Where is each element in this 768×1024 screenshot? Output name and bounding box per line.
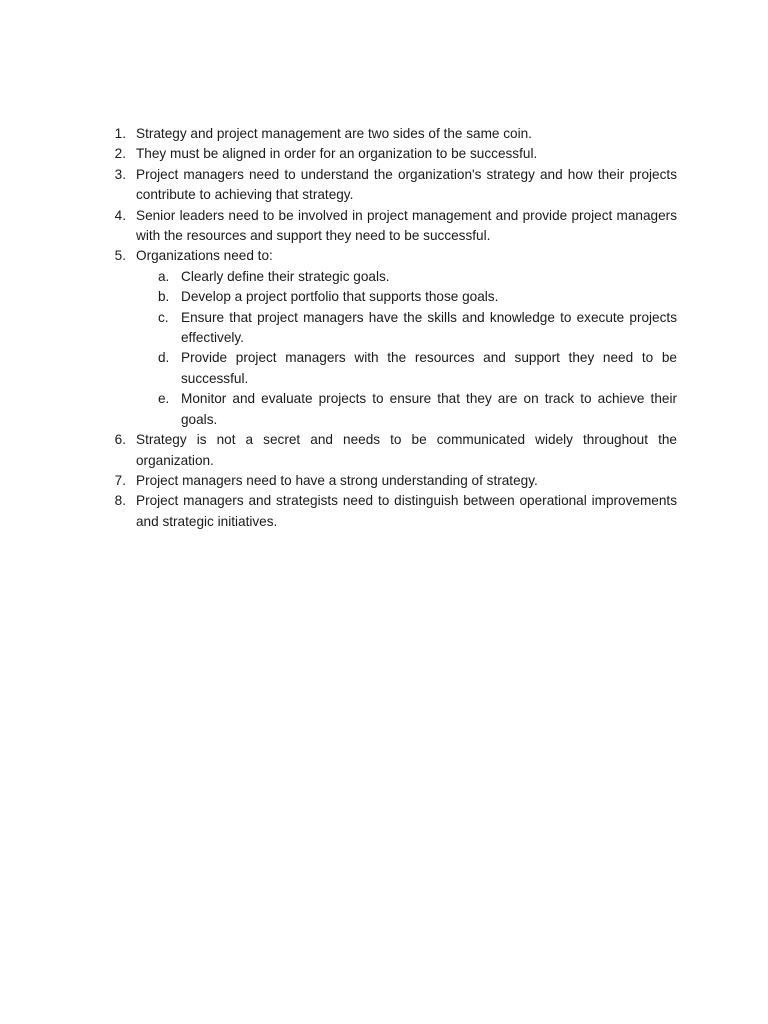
list-item <box>108 246 677 430</box>
list-item-text: Senior leaders need to be involved in project management and provide project managers with the resources and support they need to be successful. <box>136 207 677 244</box>
sublist-item-text: Clearly define their strategic goals. <box>181 268 390 284</box>
sublist-item <box>108 389 677 430</box>
list-item-text: Project managers need to understand the organization's strategy and how their projects contribute to achieving that strategy. <box>136 166 677 203</box>
sublist-item-letter: d. <box>158 350 170 366</box>
list-item <box>108 124 677 144</box>
list-item <box>108 471 677 491</box>
list-item-text: They must be aligned in order for an organization to be successful. <box>136 146 538 162</box>
sublist-item-text: Provide project managers with the resources and support they need to be successful. <box>181 350 677 386</box>
list-item-number: 7. <box>114 472 126 488</box>
list-item-text: Strategy and project management are two sides of the same coin. <box>136 126 532 141</box>
sublist-item-letter: a. <box>158 268 170 284</box>
list-item-number: 5. <box>114 248 126 264</box>
list-item <box>108 206 677 247</box>
list-item-text: Strategy is not a secret and needs to be communicated widely throughout the organization. <box>136 432 677 468</box>
lettered-sublist <box>136 267 677 430</box>
numbered-list <box>108 124 677 532</box>
list-item <box>108 491 677 532</box>
list-item-number: 8. <box>114 493 126 509</box>
sublist-item-letter: c. <box>158 309 169 325</box>
sublist-item-text: Monitor and evaluate projects to ensure that they are on track to achieve their goals. <box>181 391 677 427</box>
list-item <box>108 165 677 206</box>
list-item-text: Project managers need to have a strong understanding of strategy. <box>136 472 538 488</box>
sublist-item <box>108 308 677 349</box>
sublist-item <box>108 287 677 307</box>
list-item-number: 3. <box>114 166 126 182</box>
list-item <box>108 430 677 471</box>
sublist-item-text: Ensure that project managers have the skills and knowledge to execute projects effectively. <box>181 309 677 346</box>
sublist-item <box>108 348 677 389</box>
document-content <box>108 124 677 532</box>
list-item-number: 6. <box>114 432 126 448</box>
list-item-number: 1. <box>114 126 126 141</box>
list-item-number: 4. <box>114 207 126 223</box>
sublist-item <box>108 267 677 287</box>
list-item <box>108 144 677 164</box>
sublist-item-letter: e. <box>158 391 170 407</box>
sublist-item-text: Develop a project portfolio that supports those goals. <box>181 289 499 305</box>
list-item-text: Organizations need to: <box>136 248 273 264</box>
list-item-number: 2. <box>114 146 126 162</box>
sublist-item-letter: b. <box>158 289 170 305</box>
list-item-text: Project managers and strategists need to distinguish between operational improvements and strategic initiatives. <box>136 493 677 529</box>
